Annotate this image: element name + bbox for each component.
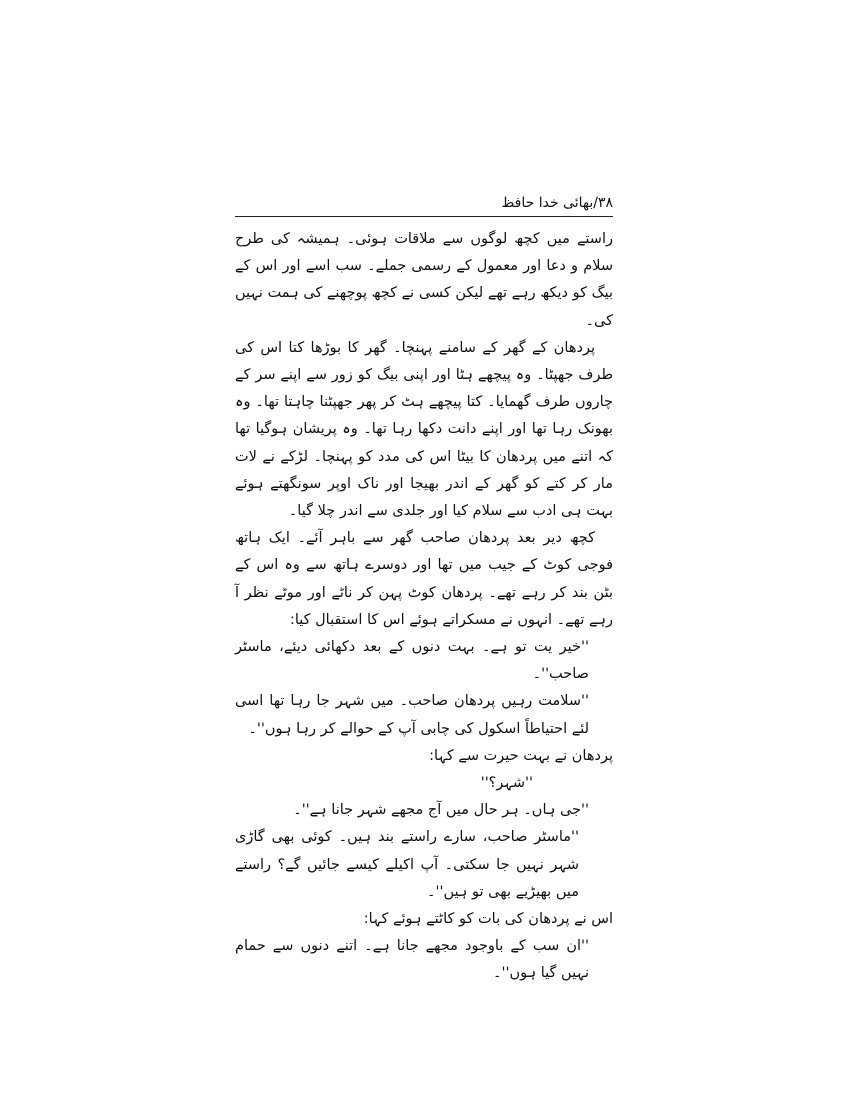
dialogue-final-reply: ''ان سب کے باوجود مجھے جانا ہے۔ اتنے دنوں سے حمام نہیں گیا ہوں''۔ [235, 938, 589, 982]
paragraph-pradhan-surprised: پردھان نے بہت حیرت سے کہا: [429, 747, 613, 764]
paragraph-interrupts: اس نے پردھان کی بات کو کاٹتے ہوئے کہا: [363, 911, 613, 928]
dialogue-must-go: ''جی ہاں۔ ہر حال میں آج مجھے شہر جانا ہے''۔ [293, 802, 589, 819]
header-divider [235, 216, 613, 217]
running-header [235, 190, 613, 216]
paragraph-pradhan-arrives: کچھ دیر بعد پردھان صاحب گھر سے باہر آئے۔ ایک ہاتھ فوجی کوٹ کے جیب میں تھا اور دوسرے ہاتھ سے وہ اس کے بٹن بند کر رہے تھے۔ پردھان کوٹ پہن کر ناٹے اور موٹے نظر آ رہے تھے۔ انہوں نے مسکراتے ہوئے اس کا استقبال کیا: [235, 530, 613, 628]
page-body-text [235, 226, 613, 988]
paragraph-meeting-people: راستے میں کچھ لوگوں سے ملاقات ہوئی۔ ہمیشہ کی طرح سلام و دعا اور معمول کے رسمی جملے۔ سب اسے اور اس کے بیگ کو دیکھ رہے تھے لیکن کسی نے کچھ پوچھنے کی ہمت نہیں کی۔ [235, 231, 613, 329]
dialogue-roads-closed: ''ماسٹر صاحب، سارے راستے بند ہیں۔ کوئی بھی گاڑی شہر نہیں جا سکتی۔ آپ اکیلے کیسے جائیں گے؟ راستے میں بھیڑیے بھی تو ہیں''۔ [235, 829, 579, 900]
page-number-and-title: ۳۸/بھائی خدا حافظ [501, 195, 613, 211]
dialogue-city-question: ''شہر؟'' [480, 775, 533, 792]
dialogue-pradhan-greeting: ''خیر یت تو ہے۔ بہت دنوں کے بعد دکھائی دیئے، ماسٹر صاحب''۔ [235, 639, 589, 683]
paragraph-dog-encounter: پردھان کے گھر کے سامنے پہنچا۔ گھر کا بوڑھا کتا اس کی طرف جھپٹا۔ وہ پیچھے ہٹا اور اپنی بیگ کو زور سے اپنے سر کے چاروں طرف گھمایا۔ کتا پیچھے ہٹ کر پھر جھپٹنا چاہتا تھا۔ وہ بھونک رہا تھا اور اپنے دانت دکھا رہا تھا۔ وہ پریشان ہوگیا تھا کہ اتنے میں پردھان کا بیٹا اس کی مدد کو پہنچا۔ لڑکے نے لات مار کر کتے کو گھر کے اندر بھیجا اور ناک اوپر سونگھتے ہوئے بہت ہی ادب سے سلام کیا اور جلدی سے اندر چلا گیا۔ [235, 339, 613, 520]
dialogue-master-reply: ''سلامت رہیں پردھان صاحب۔ میں شہر جا رہا تھا اسی لئے احتیاطاً اسکول کی چابی آپ کے حوالے کر رہا ہوں''۔ [235, 693, 589, 737]
